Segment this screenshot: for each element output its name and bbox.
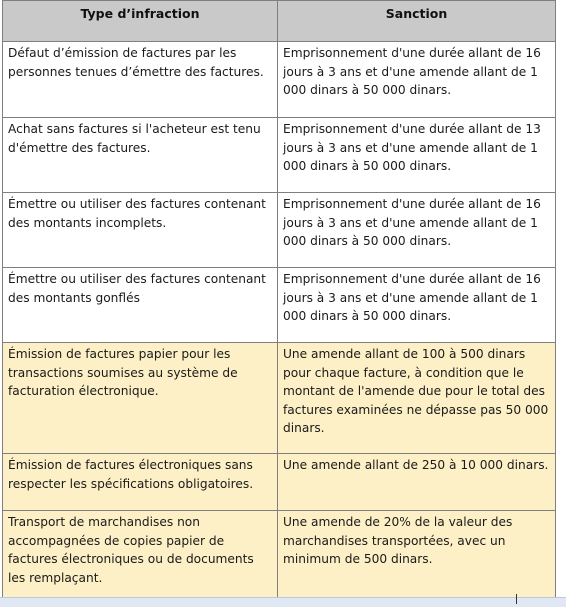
infraction-cell: Émettre ou utiliser des factures contenant des montants gonflés bbox=[3, 268, 278, 343]
sanction-cell: Emprisonnement d'une durée allant de 13 jours à 3 ans et d'une amende allant de 1 000 dinars à 50 000 dinars. bbox=[278, 118, 556, 193]
table-row bbox=[3, 268, 556, 343]
infraction-cell: Émettre ou utiliser des factures contenant des montants incomplets. bbox=[3, 193, 278, 268]
infraction-cell: Achat sans factures si l'acheteur est tenu d'émettre des factures. bbox=[3, 118, 278, 193]
infraction-cell: Transport de marchandises non accompagnées de copies papier de factures électroniques ou de documents les remplaçant. bbox=[3, 511, 278, 606]
sanction-cell: Emprisonnement d'une durée allant de 16 jours à 3 ans et d'une amende allant de 1 000 dinars à 50 000 dinars. bbox=[278, 42, 556, 118]
header-infraction: Type d’infraction bbox=[3, 1, 278, 42]
table-row bbox=[3, 118, 556, 193]
table-row-highlighted bbox=[3, 511, 556, 606]
table-row-highlighted bbox=[3, 343, 556, 454]
infractions-table bbox=[2, 0, 556, 606]
sanction-cell: Emprisonnement d'une durée allant de 16 jours à 3 ans et d'une amende allant de 1 000 dinars à 50 000 dinars. bbox=[278, 193, 556, 268]
infraction-cell: Émission de factures électroniques sans respecter les spécifications obligatoires. bbox=[3, 454, 278, 511]
sanction-cell: Emprisonnement d'une durée allant de 16 jours à 3 ans et d'une amende allant de 1 000 dinars à 50 000 dinars. bbox=[278, 268, 556, 343]
table-row bbox=[3, 193, 556, 268]
sanction-cell: Une amende allant de 100 à 500 dinars pour chaque facture, à condition que le montant de l'amende due pour le total des factures examinées ne dépasse pas 50 000 dinars. bbox=[278, 343, 556, 454]
page-margin bbox=[556, 0, 566, 597]
infraction-cell: Émission de factures papier pour les transactions soumises au système de facturation électronique. bbox=[3, 343, 278, 454]
table-header-row bbox=[3, 1, 556, 42]
infraction-cell: Défaut d’émission de factures par les personnes tenues d’émettre des factures. bbox=[3, 42, 278, 118]
sanction-cell: Une amende de 20% de la valeur des marchandises transportées, avec un minimum de 500 dinars. bbox=[278, 511, 556, 606]
window-bottom-edge bbox=[0, 597, 566, 607]
table-row bbox=[3, 42, 556, 118]
table-row-highlighted bbox=[3, 454, 556, 511]
text-cursor bbox=[516, 594, 517, 604]
sanction-cell: Une amende allant de 250 à 10 000 dinars. bbox=[278, 454, 556, 511]
header-sanction: Sanction bbox=[278, 1, 556, 42]
